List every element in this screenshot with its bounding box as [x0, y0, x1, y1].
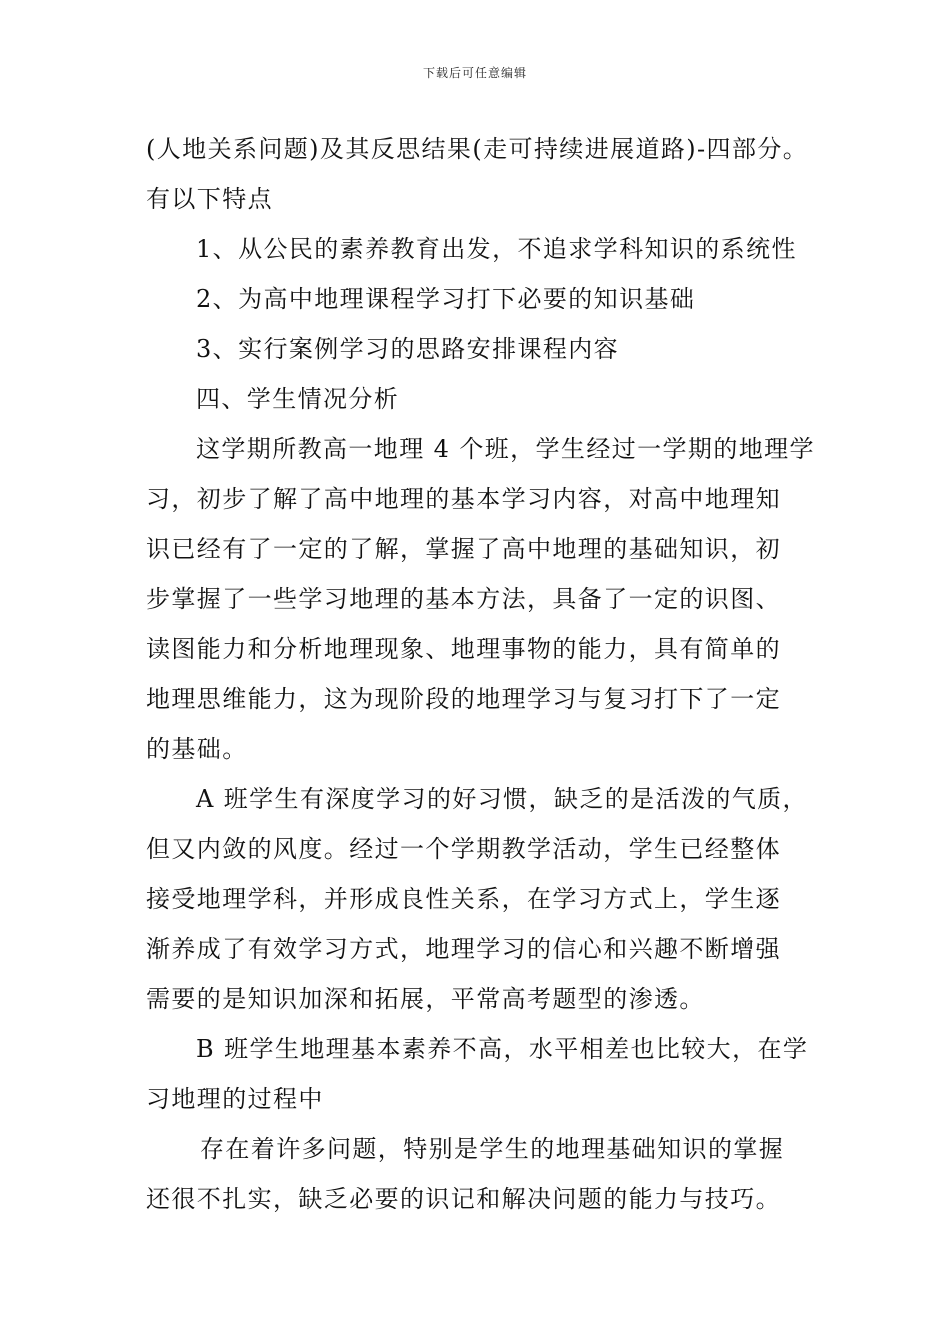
- paragraph-start: 这学期所教高一地理 4 个班，学生经过一学期的地理学: [196, 435, 815, 463]
- text-line: 有以下特点: [146, 185, 273, 213]
- text-line: 步掌握了一些学习地理的基本方法，具备了一定的识图、: [146, 585, 781, 613]
- text-line: 还很不扎实，缺乏必要的识记和解决问题的能力与技巧。: [146, 1185, 781, 1213]
- document-body: [146, 124, 826, 1224]
- list-item: 3、实行案例学习的思路安排课程内容: [196, 335, 620, 363]
- list-item: 2、为高中地理课程学习打下必要的知识基础: [196, 285, 696, 313]
- text-line: 接受地理学科，并形成良性关系，在学习方式上，学生逐: [146, 885, 781, 913]
- text-line: 地理思维能力，这为现阶段的地理学习与复习打下了一定: [146, 685, 781, 713]
- list-item: 1、从公民的素养教育出发，不追求学科知识的系统性: [196, 235, 797, 263]
- text-line: 识已经有了一定的了解，掌握了高中地理的基础知识，初: [146, 535, 781, 563]
- text-line: 的基础。: [146, 735, 248, 763]
- text-line: 渐养成了有效学习方式，地理学习的信心和兴趣不断增强: [146, 935, 781, 963]
- page-header-note: 下载后可任意编辑: [422, 66, 527, 80]
- text-line: 读图能力和分析地理现象、地理事物的能力，具有简单的: [146, 635, 781, 663]
- section-heading: 四、学生情况分析: [196, 385, 400, 413]
- text-line: (人地关系问题)及其反思结果(走可持续进展道路)-四部分。: [146, 135, 809, 163]
- text-line: 但又内敛的风度。经过一个学期教学活动，学生已经整体: [146, 835, 781, 863]
- paragraph-start: A 班学生有深度学习的好习惯，缺乏的是活泼的气质，: [196, 785, 808, 813]
- paragraph-start: 存在着许多问题，特别是学生的地理基础知识的掌握: [200, 1135, 785, 1163]
- text-line: 习地理的过程中: [146, 1085, 324, 1113]
- text-line: 习，初步了解了高中地理的基本学习内容，对高中地理知: [146, 485, 781, 513]
- text-line: 需要的是知识加深和拓展，平常高考题型的渗透。: [146, 985, 705, 1013]
- paragraph-start: B 班学生地理基本素养不高，水平相差也比较大，在学: [196, 1035, 809, 1063]
